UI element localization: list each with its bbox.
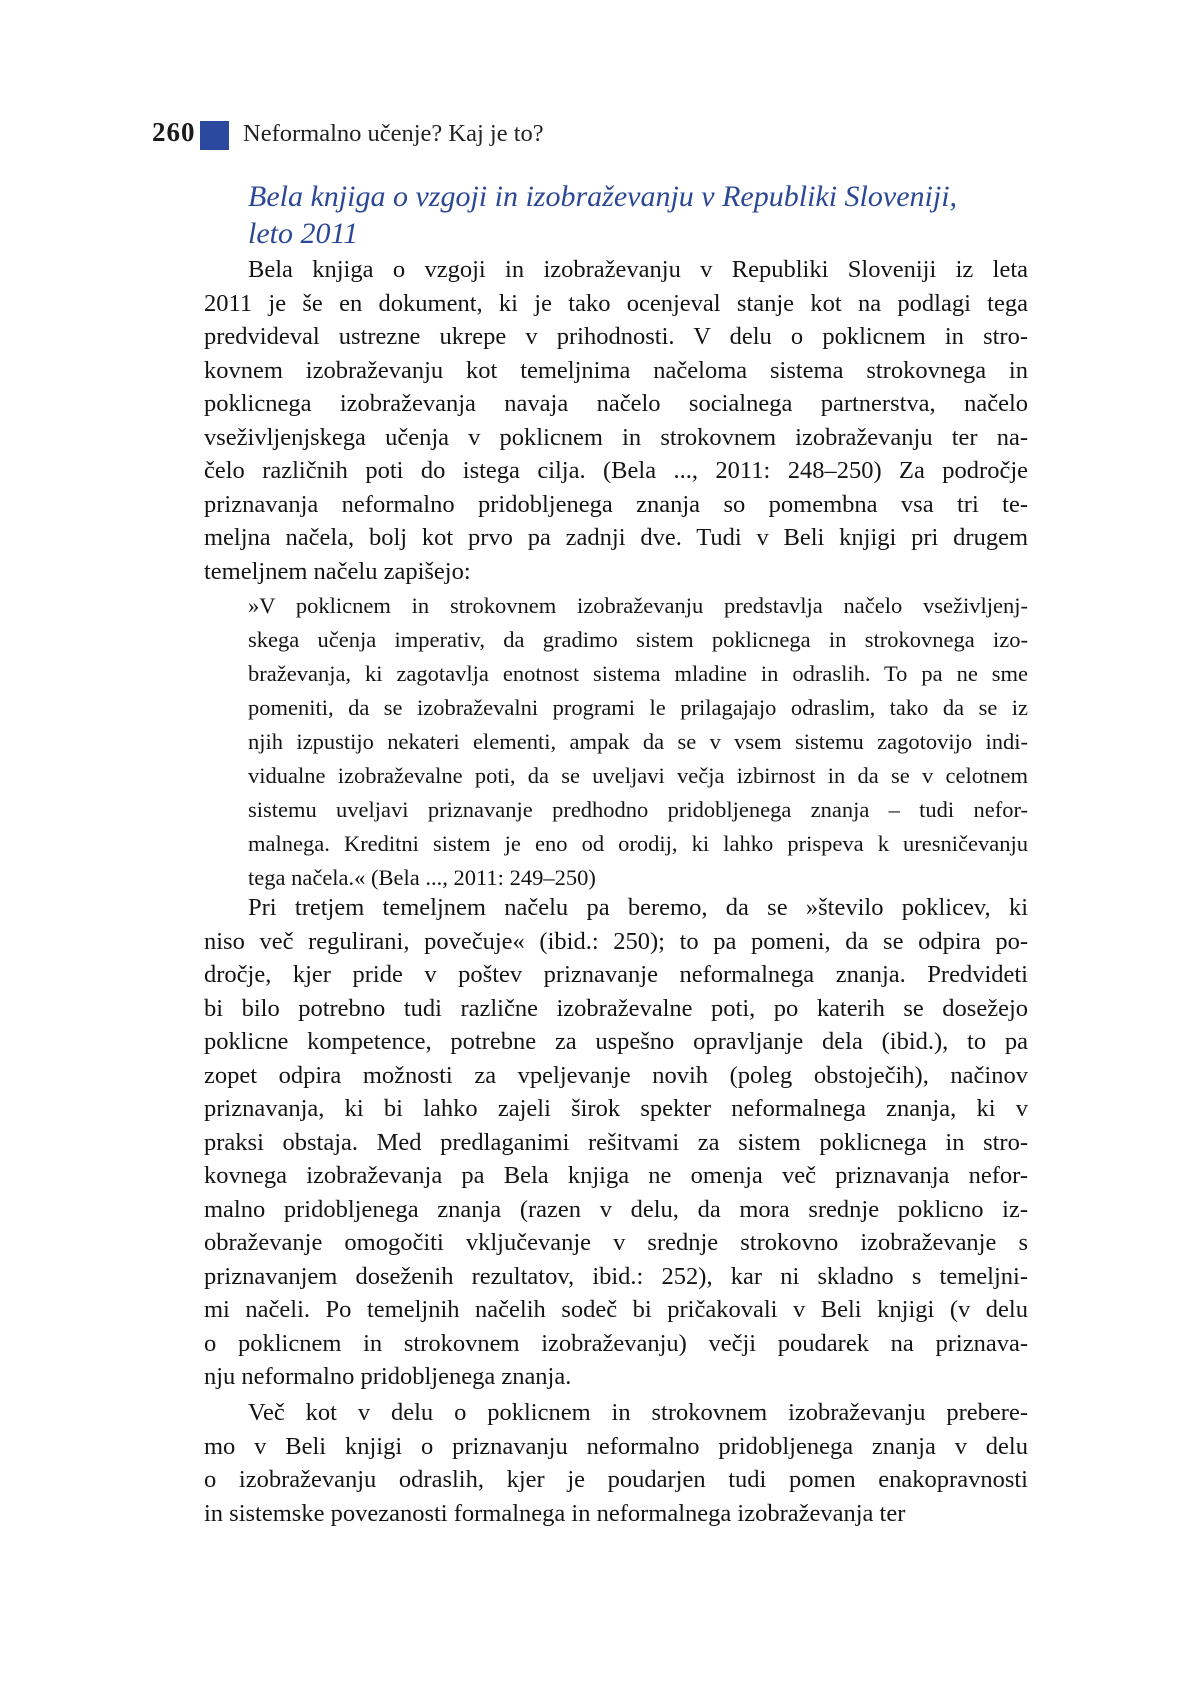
body-paragraph-2 bbox=[204, 891, 1028, 1394]
section-heading-line-2: leto 2011 bbox=[248, 217, 359, 250]
text-line: in sistemske povezanosti formalnega in neformalnega izobraževanja ter bbox=[204, 1499, 906, 1527]
text-line: praksi obstaja. Med predlaganimi rešitvami za sistem poklicnega in stro- bbox=[204, 1128, 1028, 1156]
body-paragraph-3 bbox=[204, 1396, 1028, 1530]
text-line: tega načela.« (Bela ..., 2011: 249–250) bbox=[248, 865, 596, 890]
text-line: meljna načela, bolj kot prvo pa zadnji dve. Tudi v Beli knjigi pri drugem bbox=[204, 524, 1028, 551]
text-line: kovnega izobraževanja pa Bela knjiga ne omenja več priznavanja nefor- bbox=[204, 1162, 1028, 1189]
block-quote bbox=[248, 589, 1028, 895]
text-line: mi načeli. Po temeljnih načelih sodeč bi pričakovali v Beli knjigi (v delu bbox=[204, 1296, 1028, 1323]
text-line: temeljnem načelu zapišejo: bbox=[204, 557, 471, 585]
text-line: o izobraževanju odraslih, kjer je poudarjen tudi pomen enakopravnosti bbox=[204, 1466, 1028, 1493]
text-line: obraževanje omogočiti vključevanje v srednje strokovno izobraževanje s bbox=[204, 1229, 1028, 1256]
text-line: vseživljenjskega učenja v poklicnem in strokovnem izobraževanju ter na- bbox=[204, 423, 1028, 451]
body-paragraph-1 bbox=[204, 253, 1028, 588]
text-line: »V poklicnem in strokovnem izobraževanju predstavlja načelo vseživljenj- bbox=[248, 593, 1028, 618]
text-line: sistemu uveljavi priznavanje predhodno pridobljenega znanja – tudi nefor- bbox=[248, 797, 1028, 822]
text-line: čelo različnih poti do istega cilja. (Bela ..., 2011: 248–250) Za področje bbox=[204, 457, 1028, 484]
text-line: priznavanjem doseženih rezultatov, ibid.: 252), kar ni skladno s temeljni- bbox=[204, 1262, 1028, 1290]
running-title: Neformalno učenje? Kaj je to? bbox=[243, 120, 544, 147]
text-line: dročje, kjer pride v poštev priznavanje neformalnega znanja. Predvideti bbox=[204, 961, 1028, 988]
text-line: njih izpustijo nekateri elementi, ampak da se v vsem sistemu zagotovijo indi- bbox=[248, 729, 1028, 754]
text-line: 2011 je še en dokument, ki je tako ocenjeval stanje kot na podlagi tega bbox=[204, 289, 1028, 317]
text-line: pomeniti, da se izobraževalni programi le prilagajajo odraslim, tako da se iz bbox=[248, 695, 1028, 720]
text-line: Bela knjiga o vzgoji in izobraževanju v Republiki Sloveniji iz leta bbox=[248, 256, 1028, 283]
section-heading-line-1: Bela knjiga o vzgoji in izobraževanju v Republiki Sloveniji, bbox=[248, 180, 958, 213]
text-line: niso več regulirani, povečuje« (ibid.: 250); to pa pomeni, da se odpira po- bbox=[204, 927, 1028, 955]
text-line: poklicnega izobraževanja navaja načelo socialnega partnerstva, načelo bbox=[204, 390, 1028, 417]
text-line: Pri tretjem temeljnem načelu pa beremo, da se »število poklicev, ki bbox=[248, 894, 1028, 921]
text-line: priznavanja, ki bi lahko zajeli širok spekter neformalnega znanja, ki v bbox=[204, 1095, 1028, 1122]
page-number: 260 bbox=[152, 117, 196, 147]
text-line: Več kot v delu o poklicnem in strokovnem izobraževanju prebere- bbox=[248, 1399, 1028, 1426]
text-line: malnega. Kreditni sistem je eno od orodij, ki lahko prispeva k uresničevanju bbox=[248, 831, 1028, 856]
text-line: braževanja, ki zagotavlja enotnost sistema mladine in odraslih. To pa ne sme bbox=[248, 661, 1028, 686]
text-line: malno pridobljenega znanja (razen v delu, da mora srednje poklicno iz- bbox=[204, 1195, 1028, 1223]
text-line: kovnem izobraževanju kot temeljnima načeloma sistema strokovnega in bbox=[204, 356, 1028, 384]
chapter-marker-square bbox=[200, 121, 229, 150]
text-line: poklicne kompetence, potrebne za uspešno opravljanje dela (ibid.), to pa bbox=[204, 1028, 1028, 1055]
section-heading bbox=[248, 178, 1068, 252]
text-line: zopet odpira možnosti za vpeljevanje novih (poleg obstoječih), načinov bbox=[204, 1061, 1028, 1089]
text-line: priznavanja neformalno pridobljenega znanja so pomembna vsa tri te- bbox=[204, 490, 1028, 518]
text-line: mo v Beli knjigi o priznavanju neformalno pridobljenega znanja v delu bbox=[204, 1432, 1028, 1460]
text-line: vidualne izobraževalne poti, da se uveljavi večja izbirnost in da se v celotnem bbox=[248, 763, 1028, 788]
text-line: nju neformalno pridobljenega znanja. bbox=[204, 1363, 572, 1390]
text-line: bi bilo potrebno tudi različne izobraževalne poti, po katerih se dosežejo bbox=[204, 994, 1028, 1022]
text-line: o poklicnem in strokovnem izobraževanju) večji poudarek na priznava- bbox=[204, 1329, 1028, 1357]
text-line: predvideval ustrezne ukrepe v prihodnosti. V delu o poklicnem in stro- bbox=[204, 323, 1028, 350]
text-line: skega učenja imperativ, da gradimo sistem poklicnega in strokovnega izo- bbox=[248, 627, 1028, 652]
